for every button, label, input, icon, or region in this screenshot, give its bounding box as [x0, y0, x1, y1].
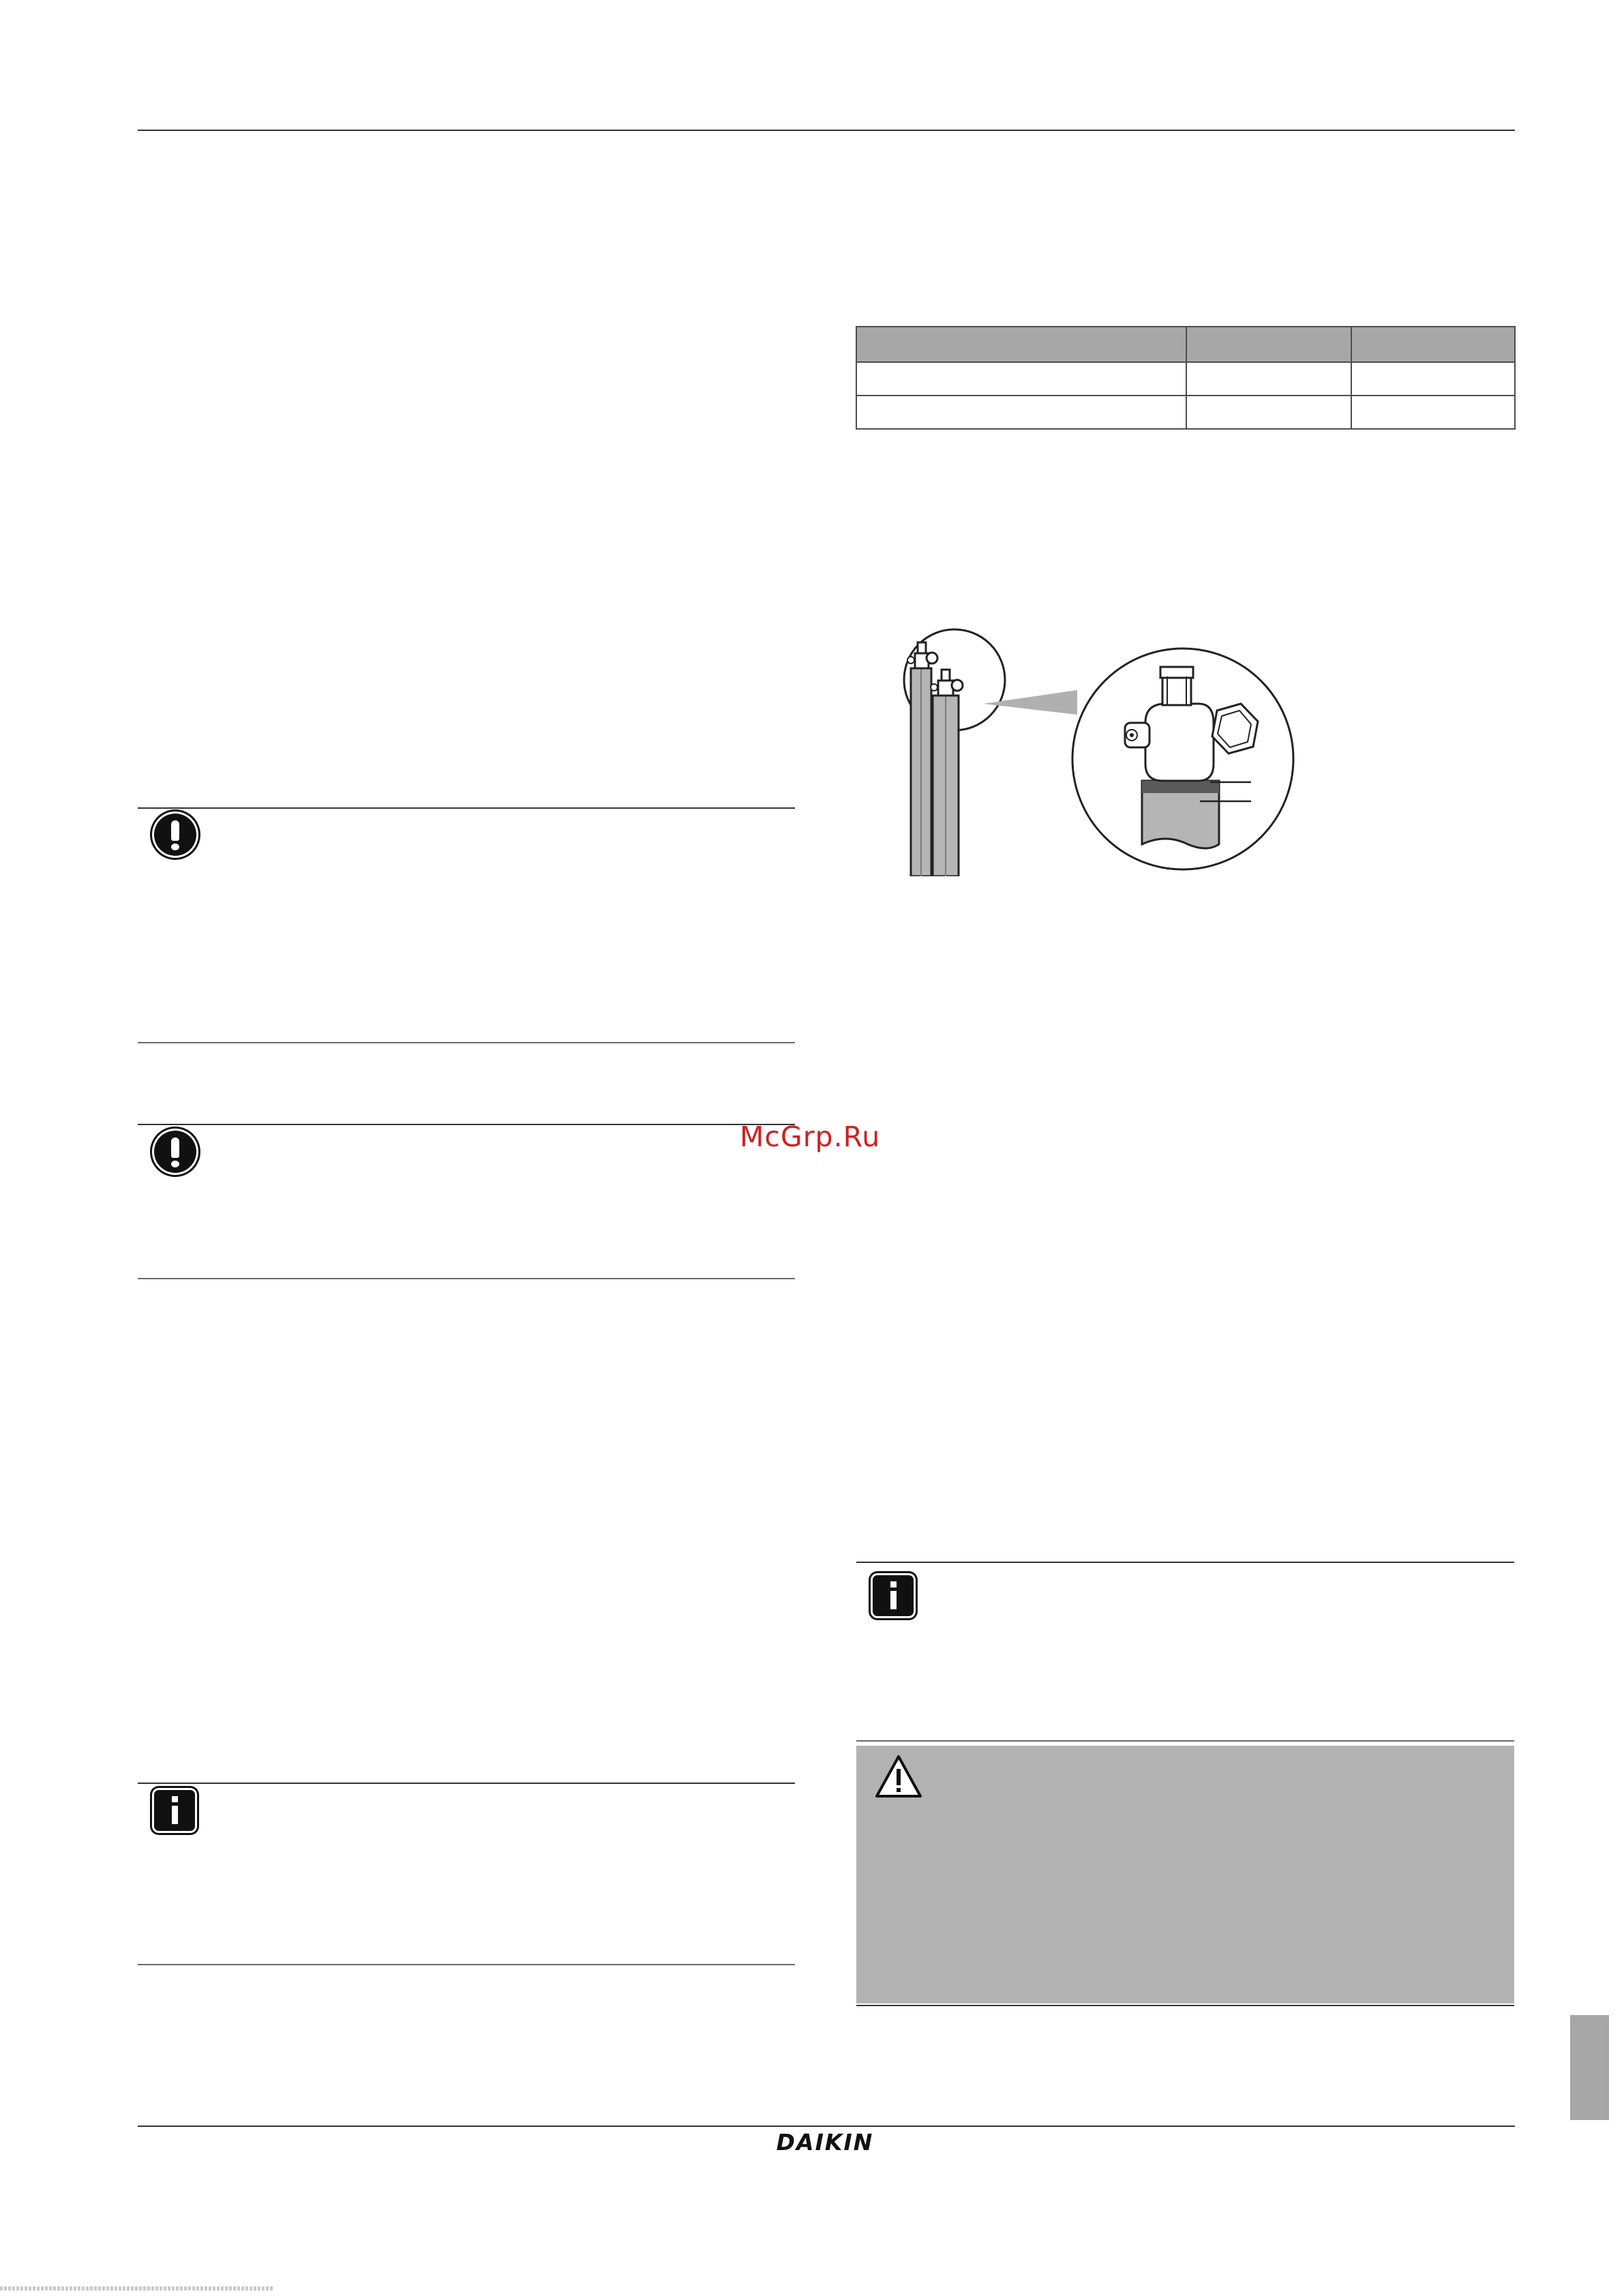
notice-1-bottom-rule	[138, 1042, 795, 1043]
info-left-top-rule	[138, 1783, 795, 1784]
small-valve-left	[907, 642, 937, 668]
info-left-bottom-rule	[138, 1964, 795, 1965]
notice-1-top-rule	[138, 807, 795, 809]
magnify-wedge	[983, 690, 1077, 715]
notice-2-bottom-rule	[138, 1278, 795, 1279]
caution-box	[856, 1746, 1514, 2003]
exclamation-icon	[154, 814, 196, 856]
stop-valve-figure	[873, 627, 1309, 876]
caution-bottom-rule	[856, 2005, 1514, 2006]
footer-rule	[138, 2126, 1515, 2127]
daikin-logo: DAIKIN	[776, 2129, 874, 2156]
bottom-edge-strip	[0, 2286, 273, 2291]
header-rule	[138, 130, 1515, 131]
notice-2-top-rule	[138, 1124, 795, 1125]
info-icon	[873, 1575, 914, 1616]
watermark: McGrp.Ru	[740, 1120, 881, 1153]
info-icon	[154, 1790, 195, 1831]
info-right-top-rule	[856, 1562, 1514, 1563]
info-right-bottom-rule	[856, 1740, 1514, 1742]
side-tab	[1570, 2015, 1609, 2120]
small-valve-right	[931, 670, 963, 696]
spec-table	[856, 326, 1516, 430]
warning-triangle-icon	[874, 1754, 923, 1799]
table-row	[856, 362, 1515, 396]
table-header-row	[856, 327, 1515, 362]
exclamation-icon	[154, 1131, 196, 1173]
table-row	[856, 396, 1515, 429]
